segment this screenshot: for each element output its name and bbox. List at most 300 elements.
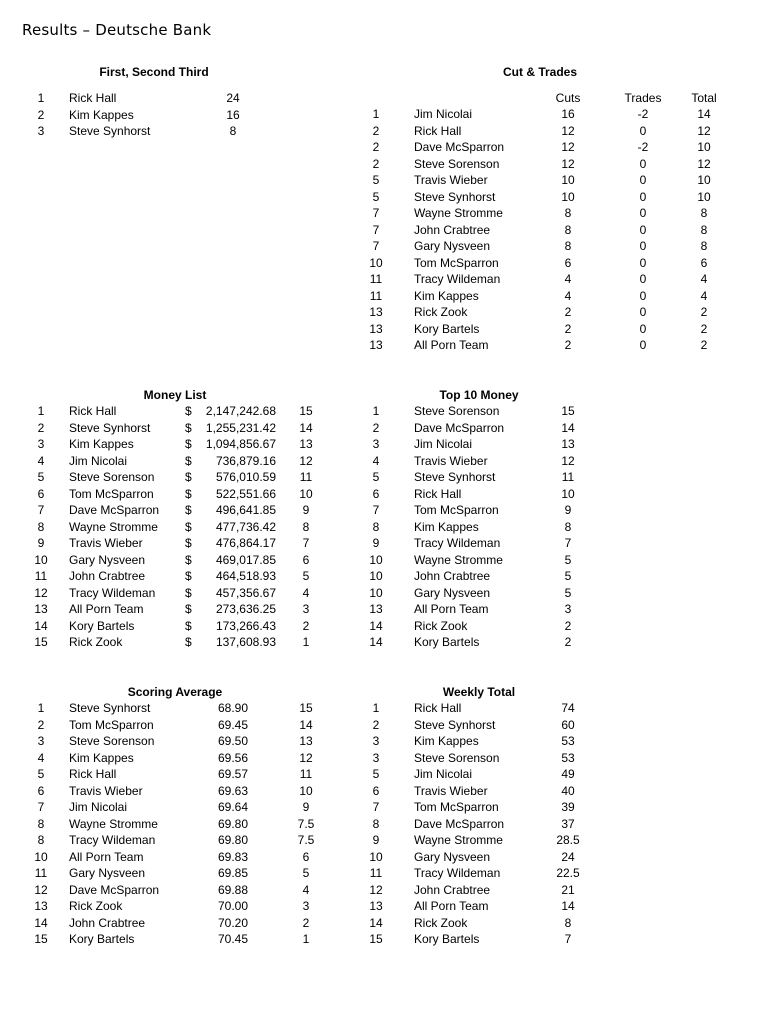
cut-trades-row-rank: 10 [369,255,383,270]
weekly-total-row [0,816,768,833]
money-list-row-currency: $ [185,503,192,517]
top10-money-row-value: 10 [561,486,575,501]
cut-trades-row-trades: 0 [639,321,647,336]
scoring-average-row-rank: 11 [34,866,48,880]
scoring-average-row-points: 5 [302,866,310,880]
cut-trades-row-trades: 0 [639,173,647,187]
cut-trades-row [0,123,768,140]
weekly-total-row [0,898,768,915]
fst-row-value: 16 [226,107,240,122]
cut-trades-row-rank: 2 [372,156,380,171]
cut-trades-row-rank: 13 [369,321,383,336]
cut-trades-row-trades: 0 [639,123,647,138]
cut-trades-row [0,172,768,189]
top10-money-row-value: 12 [561,453,575,468]
weekly-total-row-rank: 10 [369,849,383,864]
scoring-average-row-avg: 69.56 [217,750,248,765]
cut-trades-row-name: Steve Synhorst [414,189,496,204]
top10-money-row [0,436,768,453]
cut-trades-row [0,156,768,173]
money-list-row-rank: 2 [37,420,45,435]
cut-trades-row-cuts: 8 [564,206,572,220]
money-list-row-rank: 15 [34,635,48,649]
cut-trades-row [0,189,768,206]
top10-money-row [0,585,768,602]
weekly-total-row [0,915,768,932]
weekly-total-row-rank: 3 [372,734,380,748]
top10-money-row-rank: 10 [369,569,383,583]
cut-trades-row [0,304,768,321]
money-list-row-currency: $ [185,618,192,633]
cut-trades-row-rank: 11 [369,288,383,303]
money-list-row-amount: 173,266.43 [215,618,276,633]
cut-trades-row-name: All Porn Team [414,338,489,352]
weekly-total-row-rank: 14 [369,915,383,930]
cut-trades-row-total: 6 [700,255,708,270]
scoring-average-row-points: 1 [302,932,310,946]
weekly-total-row-rank: 8 [372,816,380,831]
money-list-row-name: All Porn Team [69,602,144,616]
money-list-row-rank: 8 [37,519,45,534]
money-list-row-points: 4 [302,585,310,600]
weekly-total-row [0,750,768,767]
top10-money-row-name: Kim Kappes [414,519,479,534]
scoring-average-row-name: Kim Kappes [69,750,134,765]
cut-trades-row-total: 4 [700,288,708,303]
weekly-total-row-rank: 3 [372,750,380,765]
cut-trades-row-trades: 0 [639,239,647,253]
cut-trades-row-trades: 0 [639,206,647,220]
scoring-average-row-rank: 2 [37,717,45,732]
top10-money-row [0,420,768,437]
cut-trades-row [0,255,768,272]
cut-trades-row-name: Kim Kappes [414,288,479,303]
weekly-total-row-rank: 1 [372,701,380,715]
weekly-total-row-rank: 7 [372,800,380,814]
top10-money-row [0,403,768,420]
top10-money-row-name: Steve Synhorst [414,470,496,484]
scoring-average-row-rank: 5 [37,767,45,781]
weekly-total-row-name: Jim Nicolai [414,767,473,781]
weekly-total-row-name: Steve Sorenson [414,750,500,765]
top10-money-row-rank: 5 [372,470,380,484]
top10-money-row-name: Tracy Wildeman [414,536,501,550]
scoring-average-row-rank: 14 [34,915,48,930]
scoring-average-row-points: 13 [299,734,313,748]
top10-money-row-rank: 1 [372,404,380,418]
top10-money-row-rank: 14 [369,618,383,633]
scoring-average-row-rank: 15 [34,932,48,946]
top10-money-row [0,469,768,486]
scoring-average-row-name: Rick Hall [69,767,117,781]
money-list-row-name: Gary Nysveen [69,552,146,567]
scoring-average-row-points: 7.5 [297,833,315,847]
money-list-row-name: Tom McSparron [69,486,154,501]
cut-trades-row-rank: 7 [372,222,380,237]
top10-money-row-value: 5 [564,585,572,600]
money-list-row-rank: 7 [37,503,45,517]
cut-trades-row-name: Dave McSparron [414,140,505,154]
cut-trades-row-name: Tom McSparron [414,255,499,270]
top10-money-row-value: 5 [564,569,572,583]
money-list-row-amount: 1,255,231.42 [205,420,276,435]
money-list-row-amount: 273,636.25 [215,602,276,616]
weekly-total-row-rank: 13 [369,899,383,913]
top10-money-row-rank: 7 [372,503,380,517]
top10-money-row-rank: 4 [372,453,380,468]
money-list-row-currency: $ [185,585,192,600]
cuts-header: Cuts [555,91,581,105]
top10-money-row-rank: 6 [372,486,380,501]
cut-trades-row-trades: 0 [639,222,647,237]
scoring-average-row-avg: 69.50 [217,734,248,748]
top10-money-row-value: 5 [564,552,572,567]
fst-row-rank: 3 [37,124,45,138]
money-list-row-points: 14 [299,420,313,435]
scoring-average-row-rank: 12 [34,882,48,897]
cut-trades-row-name: Rick Zook [414,305,468,319]
top10-money-row [0,552,768,569]
money-list-row-currency: $ [185,569,192,583]
cut-trades-row-cuts: 8 [564,239,572,253]
weekly-total-row-rank: 12 [369,882,383,897]
top10-money-row-name: Dave McSparron [414,420,505,435]
money-list-row-name: Travis Wieber [69,536,143,550]
scoring-average-row-avg: 69.85 [217,866,248,880]
weekly-total-row [0,717,768,734]
money-list-row-currency: $ [185,602,192,616]
top10-money-row-name: John Crabtree [414,569,491,583]
top10-money-row [0,486,768,503]
fst-row-rank: 2 [37,107,45,122]
scoring-average-row-name: Steve Synhorst [69,701,151,715]
scoring-average-row-points: 11 [299,767,313,781]
top10-money-row [0,634,768,651]
cut-trades-row-name: Steve Sorenson [414,156,500,171]
scoring-average-row-name: Gary Nysveen [69,866,146,880]
cut-trades-row-cuts: 12 [561,140,575,154]
cut-trades-row [0,106,768,123]
scoring-average-row-avg: 70.45 [217,932,248,946]
scoring-average-row-points: 15 [299,701,313,715]
top10-money-row-rank: 10 [369,585,383,600]
money-list-title: Money List [143,388,207,402]
scoring-average-row-rank: 1 [37,701,45,715]
top10-money-row-rank: 8 [372,519,380,534]
cut-trades-row-cuts: 4 [564,272,572,286]
weekly-total-row-name: Rick Hall [414,701,462,715]
fst-row-name: Rick Hall [69,91,117,105]
cut-trades-row-name: Gary Nysveen [414,239,491,253]
top10-money-row-name: Rick Zook [414,618,468,633]
money-list-row-points: 2 [302,618,310,633]
trades-header: Trades [624,91,662,105]
weekly-total-row-value: 40 [561,783,575,798]
scoring-average-row-avg: 70.00 [217,899,248,913]
money-list-row-points: 6 [302,552,310,567]
cut-trades-row-trades: 0 [639,272,647,286]
money-list-row-name: Rick Hall [69,404,117,418]
cut-trades-title: Cut & Trades [502,65,578,79]
top10-money-row-rank: 9 [372,536,380,550]
cut-trades-row-trades: -2 [637,140,649,154]
money-list-row-points: 9 [302,503,310,517]
top10-money-row-rank: 10 [369,552,383,567]
money-list-row-amount: 476,864.17 [215,536,276,550]
cut-trades-row-trades: 0 [639,338,647,352]
top10-money-row [0,618,768,635]
weekly-total-row [0,832,768,849]
top10-money-row-name: Gary Nysveen [414,585,491,600]
cut-trades-row-trades: -2 [637,107,649,121]
cut-trades-row-total: 2 [700,338,708,352]
weekly-total-row-rank: 2 [372,717,380,732]
cut-trades-row-name: Wayne Stromme [414,206,503,220]
weekly-total-row-name: Rick Zook [414,915,468,930]
cut-trades-row-total: 4 [700,272,708,286]
weekly-total-row [0,865,768,882]
weekly-total-row-value: 37 [561,816,575,831]
weekly-total-row-name: All Porn Team [414,899,489,913]
money-list-row-rank: 5 [37,470,45,484]
top10-money-row-value: 8 [564,519,572,534]
money-list-row-rank: 13 [34,602,48,616]
scoring-average-row-rank: 4 [37,750,45,765]
cut-trades-row-trades: 0 [639,156,647,171]
scoring-average-row-name: Steve Sorenson [69,734,155,748]
cut-trades-row-rank: 13 [369,305,383,319]
scoring-average-row-name: Dave McSparron [69,882,160,897]
cut-trades-row [0,222,768,239]
top10-money-row-rank: 13 [369,602,383,616]
scoring-average-row-avg: 69.80 [217,833,248,847]
money-list-row-currency: $ [185,519,192,534]
money-list-row-points: 10 [299,486,313,501]
top10-money-row-name: Travis Wieber [414,453,488,468]
top10-money-row-name: Jim Nicolai [414,437,473,451]
cut-trades-row-cuts: 8 [564,222,572,237]
weekly-total-row [0,766,768,783]
money-list-row-points: 11 [299,470,313,484]
top10-money-row-rank: 3 [372,437,380,451]
money-list-row-name: John Crabtree [69,569,146,583]
cut-trades-row-total: 10 [697,173,711,187]
fst-row-rank: 1 [37,91,45,105]
cut-trades-row-cuts: 6 [564,255,572,270]
top10-money-row-value: 9 [564,503,572,517]
cut-trades-row-total: 10 [697,189,711,204]
cut-trades-row-rank: 1 [372,107,380,121]
scoring-average-row-name: Kory Bartels [69,932,135,946]
money-list-row-currency: $ [185,420,192,435]
cut-trades-row-name: Kory Bartels [414,321,480,336]
top10-money-row-rank: 14 [369,635,383,649]
cut-trades-row-name: Tracy Wildeman [414,272,501,286]
scoring-average-row-avg: 69.63 [217,783,248,798]
scoring-average-row-points: 10 [299,783,313,798]
top10-money-row [0,453,768,470]
cut-trades-row [0,238,768,255]
cut-trades-row-total: 12 [697,156,711,171]
scoring-average-row-avg: 69.83 [217,849,248,864]
money-list-row-currency: $ [185,552,192,567]
money-list-row-rank: 12 [34,585,48,600]
top10-money-row-name: Wayne Stromme [414,552,503,567]
money-list-row-points: 1 [302,635,310,649]
scoring-average-title: Scoring Average [127,685,223,699]
fst-row-value: 8 [229,124,237,138]
money-list-row-name: Steve Sorenson [69,470,155,484]
top10-money-row [0,601,768,618]
money-list-row-name: Tracy Wildeman [69,585,156,600]
weekly-total-row-value: 28.5 [556,833,580,847]
cut-trades-row-trades: 0 [639,305,647,319]
scoring-average-row-avg: 69.80 [217,816,248,831]
top10-money-row-value: 2 [564,618,572,633]
weekly-total-row-value: 24 [561,849,575,864]
scoring-average-row-name: Wayne Stromme [69,816,158,831]
money-list-row-rank: 4 [37,453,45,468]
money-list-row-currency: $ [185,536,192,550]
cut-trades-row-trades: 0 [639,288,647,303]
cut-trades-row [0,271,768,288]
cut-trades-row-total: 8 [700,239,708,253]
scoring-average-row-avg: 69.57 [217,767,248,781]
cut-trades-row-total: 14 [697,107,711,121]
money-list-row-amount: 2,147,242.68 [205,404,276,418]
scoring-average-row-points: 2 [302,915,310,930]
top10-money-row-name: Kory Bartels [414,635,480,649]
money-list-row-points: 15 [299,404,313,418]
weekly-total-row-name: Kory Bartels [414,932,480,946]
weekly-total-row-value: 21 [561,882,575,897]
money-list-row-name: Steve Synhorst [69,420,151,435]
weekly-total-row [0,783,768,800]
page-title: Results – Deutsche Bank [22,21,212,39]
scoring-average-row-points: 7.5 [297,816,315,831]
cut-trades-row-rank: 5 [372,189,380,204]
first-second-third-title: First, Second Third [99,65,209,79]
weekly-total-row-name: Dave McSparron [414,816,505,831]
weekly-total-row [0,882,768,899]
money-list-row-currency: $ [185,453,192,468]
weekly-total-row-rank: 6 [372,783,380,798]
money-list-row-rank: 10 [34,552,48,567]
weekly-total-row-rank: 9 [372,833,380,847]
cut-trades-row-rank: 5 [372,173,380,187]
money-list-row-rank: 9 [37,536,45,550]
cut-trades-row-total: 10 [697,140,711,154]
money-list-row-rank: 6 [37,486,45,501]
top10-money-row [0,535,768,552]
cut-trades-row [0,205,768,222]
money-list-row-name: Rick Zook [69,635,123,649]
weekly-total-row-name: Wayne Stromme [414,833,503,847]
scoring-average-row-rank: 6 [37,783,45,798]
scoring-average-row-points: 9 [302,800,310,814]
cut-trades-row [0,139,768,156]
cut-trades-row-cuts: 2 [564,305,572,319]
cut-trades-row-rank: 7 [372,239,380,253]
cut-trades-row-total: 8 [700,206,708,220]
scoring-average-row-name: Jim Nicolai [69,800,128,814]
weekly-total-row-value: 8 [564,915,572,930]
total-header: Total [691,91,717,105]
money-list-row-points: 5 [302,569,310,583]
weekly-total-row-value: 53 [561,734,575,748]
scoring-average-row-avg: 70.20 [217,915,248,930]
money-list-row-currency: $ [185,404,192,418]
cut-trades-row-name: Rick Hall [414,123,462,138]
scoring-average-row-name: All Porn Team [69,849,144,864]
cut-trades-row-cuts: 10 [561,173,575,187]
weekly-total-row-value: 14 [561,899,575,913]
money-list-row-rank: 3 [37,437,45,451]
money-list-row-name: Kory Bartels [69,618,135,633]
scoring-average-row-avg: 69.88 [217,882,248,897]
cut-trades-row-trades: 0 [639,189,647,204]
top10-money-row-name: Rick Hall [414,486,462,501]
fst-row-name: Kim Kappes [69,107,134,122]
money-list-row-amount: 477,736.42 [215,519,276,534]
weekly-total-row [0,931,768,948]
money-list-row-rank: 11 [34,569,48,583]
weekly-total-row [0,733,768,750]
money-list-row-points: 8 [302,519,310,534]
scoring-average-row-avg: 69.45 [217,717,248,732]
weekly-total-row-value: 39 [561,800,575,814]
money-list-row-rank: 1 [37,404,45,418]
top10-money-row-name: Steve Sorenson [414,404,500,418]
top10-money-row-value: 2 [564,635,572,649]
money-list-row-amount: 457,356.67 [215,585,276,600]
weekly-total-title: Weekly Total [442,685,516,699]
cut-trades-row-rank: 7 [372,206,380,220]
scoring-average-row-points: 3 [302,899,310,913]
top10-money-row-value: 13 [561,437,575,451]
weekly-total-row-value: 74 [561,701,575,715]
fst-row-name: Steve Synhorst [69,124,151,138]
scoring-average-row-name: Tracy Wildeman [69,833,156,847]
top10-money-row-value: 7 [564,536,572,550]
top10-money-row-value: 14 [561,420,575,435]
top10-money-row-name: Tom McSparron [414,503,499,517]
scoring-average-row-avg: 69.64 [217,800,248,814]
cut-trades-row-cuts: 12 [561,123,575,138]
money-list-row-amount: 1,094,856.67 [205,437,276,451]
money-list-row-currency: $ [185,470,192,484]
cut-trades-row [0,321,768,338]
cut-trades-row-cuts: 4 [564,288,572,303]
cut-trades-row-total: 2 [700,305,708,319]
money-list-row-amount: 469,017.85 [215,552,276,567]
money-list-row-amount: 464,518.93 [215,569,276,583]
top10-money-row-value: 3 [564,602,572,616]
scoring-average-row-rank: 7 [37,800,45,814]
scoring-average-row-rank: 10 [34,849,48,864]
money-list-row-name: Wayne Stromme [69,519,158,534]
weekly-total-row [0,700,768,717]
top10-money-row-name: All Porn Team [414,602,489,616]
cut-trades-row-total: 8 [700,222,708,237]
cut-trades-row-total: 12 [697,123,711,138]
cut-trades-row-cuts: 10 [561,189,575,204]
cut-trades-row-rank: 11 [369,272,383,286]
cut-trades-row-cuts: 12 [561,156,575,171]
fst-row [0,90,768,107]
money-list-row-points: 13 [299,437,313,451]
scoring-average-row-rank: 8 [37,816,45,831]
